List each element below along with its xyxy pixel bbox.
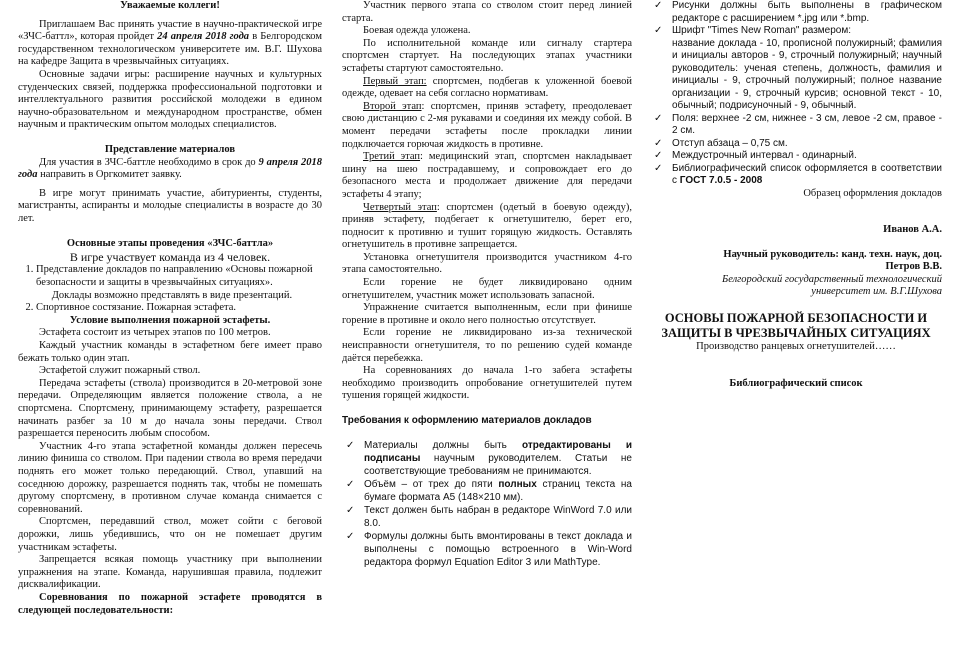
sample-caption: Образец оформления докладов bbox=[803, 187, 942, 199]
greeting-heading: Уважаемые коллеги! bbox=[120, 0, 220, 11]
sample-supervisor-name: Петров В.В. bbox=[885, 261, 942, 273]
condition-text: Спортсмен, передавший ствол, может сойти с беговой дорожки, лишь убедившись, что он не помешает другим участникам эстафеты. bbox=[18, 516, 322, 553]
relay-rule: Упражнение считается выполненным, если при финише горение в противне и около него полностью отсутствует. bbox=[342, 302, 632, 326]
sample-organization: Белгородский государственный технологический университет им. В.Г.Шухова bbox=[722, 273, 942, 298]
deadline-date: 9 апреля 2018 года bbox=[18, 156, 322, 181]
stages-list bbox=[18, 264, 322, 314]
stage-third: Третий этап: медицинский этап, спортсмен накладывает шину на шею пострадавшему, и сопровождает его до безопасного места и продолжает движение для передачи эстафеты 4 этапу; bbox=[342, 151, 632, 200]
stage-first: Первый этап: спортсмен, подбегав к уложенной боевой одежде, одевает на себя согласно нормативам. bbox=[342, 75, 632, 100]
check-icon: ✓ bbox=[346, 440, 355, 451]
relay-rule: Установка огнетушителя производится участником 4-го этапа самостоятельно. bbox=[342, 251, 632, 276]
condition-text: Участник 4-го этапа эстафетной команды должен пересечь линию финиша со стволом. При падении ствола во время передачи поднять его может только передающий. Ствол, упавший на соседнюю дорожку, разрешается поднять так, чтобы не помешать другому спортсмену, в противном случае команда снимается с соревнований. bbox=[18, 440, 322, 515]
check-icon: ✓ bbox=[654, 137, 663, 149]
stage-note: Доклады возможно представлять в виде презентаций. bbox=[51, 289, 293, 301]
condition-text: Эстафета состоит из четырех этапов по 100 метров. bbox=[39, 327, 271, 339]
requirements-list bbox=[342, 439, 632, 569]
sample-supervisor: Научный руководитель: канд. техн. наук, доц. bbox=[723, 248, 942, 260]
event-date: 24 апреля 2018 года bbox=[157, 31, 250, 43]
check-icon: ✓ bbox=[654, 162, 663, 174]
stage-item-reports: 1. Представление докладов по направлению «Основы пожарной безопасности и защиты в чрезвычайных ситуациях». Доклады возможно представлять в виде презентаций. bbox=[36, 264, 322, 302]
stage-second: Второй этап: спортсмен, приняв эстафету, преодолевает свою дистанцию с 2-мя рукавами и соединяя их между собой. В момент передачи эстафеты после прокладки линии подключается горючая жидкость в противне. bbox=[342, 100, 632, 150]
sample-author: Иванов А.А. bbox=[883, 224, 942, 236]
requirement-item: ✓ Объём – от трех до пяти полных страниц текста на бумаге формата А5 (148×210 мм). bbox=[346, 479, 632, 503]
requirement-item: ✓ Поля: верхнее -2 см, нижнее - 3 см, левое -2 см, правое - 2 см. bbox=[654, 112, 942, 136]
relay-rule: Если горение не будет ликвидировано одним огнетушителем, участник может использовать запасной. bbox=[342, 277, 632, 301]
check-icon: ✓ bbox=[654, 112, 663, 124]
relay-rule: На соревнованиях до начала 1-го забега эстафеты необходимо производить опробование огнетушителей путем тушения горящей жидкости. bbox=[342, 365, 632, 402]
requirement-item: ✓ Библиографический список оформляется в соответствии с ГОСТ 7.0.5 - 2008 bbox=[654, 162, 942, 186]
check-icon: ✓ bbox=[346, 479, 355, 490]
column-left bbox=[18, 0, 322, 672]
requirements-heading: Требования к оформлению материалов докладов bbox=[342, 415, 592, 426]
requirement-item: ✓ Междустрочный интервал - одинарный. bbox=[654, 150, 857, 161]
materials-heading: Представление материалов bbox=[104, 143, 236, 155]
relay-step: Участник первого этапа со стволом стоит перед линией старта. bbox=[342, 0, 632, 24]
stage-item-relay: 2. Спортивное состязание. Пожарная эстафета. bbox=[36, 302, 322, 315]
requirement-item: ✓ Шрифт "Times New Roman" размером: название доклада - 10, прописной полужирный; фамилия и инициалы авторов - 9, строчный полужирный; научный руководитель: ученая степень, должность, фамилия и инициалы - 9, строчный полужирный; полное название организации - 9, строчный курсив; основной текст - 10, обычный; подрисуночный - 9, обычный. bbox=[654, 25, 942, 111]
sample-paper-subtitle: Производство ранцевых огнетушителей…… bbox=[696, 341, 896, 353]
stages-heading: Основные этапы проведения «ЗЧС-баттла» bbox=[66, 237, 274, 249]
relay-step: Боевая одежда уложена. bbox=[363, 25, 471, 37]
conditions-heading: Условие выполнения пожарной эстафеты. bbox=[69, 314, 271, 326]
requirement-item: ✓ Текст должен быть набран в редакторе WinWord 7.0 или 8.0. bbox=[346, 505, 632, 529]
check-icon: ✓ bbox=[654, 25, 663, 36]
requirement-item: ✓ Формулы должны быть вмонтированы в текст доклада и выполнены с помощью встроенного в Win-Word редактора формул Equation Editor 3 или MathType. bbox=[346, 531, 632, 568]
requirement-item: ✓ Отступ абзаца – 0,75 см. bbox=[654, 137, 788, 149]
team-size-text: В игре участвует команда из 4 человек. bbox=[69, 250, 271, 265]
relay-step: По исполнительной команде или сигналу стартера спортсмен стартует. На последующих этапах участники эстафеты стартуют самостоятельно. bbox=[342, 37, 632, 74]
sample-paper-title: ОСНОВЫ ПОЖАРНОЙ БЕЗОПАСНОСТИ И ЗАЩИТЫ В ЧРЕЗВЫЧАЙНЫХ СИТУАЦИЯХ bbox=[661, 311, 931, 341]
sequence-heading: Соревнования по пожарной эстафете проводятся в следующей последовательности: bbox=[18, 591, 322, 616]
check-icon: ✓ bbox=[654, 0, 663, 11]
condition-text: Эстафетой служит пожарный ствол. bbox=[39, 365, 201, 377]
bibliography-heading: Библиографический список bbox=[729, 377, 863, 389]
condition-text: Передача эстафеты (ствола) производится в 20-метровой зоне передачи. Определяющим является положение ствола, а не спортсмена. Спортсмену, принимающему эстафету, разрешается начинать разбег за 10 м до начала зоны передачи. Ствол разрешается переносить любым способом. bbox=[18, 377, 322, 440]
requirement-item: ✓ Материалы должны быть отредактированы и подписаны научным руководителем. Статьи не соответствующие требованиям не принимаются. bbox=[346, 440, 632, 477]
check-icon: ✓ bbox=[346, 505, 355, 516]
participants-paragraph: В игре могут принимать участие, абитуриенты, студенты, магистранты, аспиранты и молодые специалисты в возрасте до 30 лет. bbox=[18, 187, 322, 224]
column-right bbox=[650, 0, 942, 672]
stage-fourth: Четвертый этап: спортсмен (одетый в боевую одежду), приняв эстафету, подбегает к огнетушителю, берет его, подносит к противню и тушит горящую жидкость. Оставлять огнетушитель в противне запрещается. bbox=[342, 201, 632, 251]
relay-rule: Если горение не ликвидировано из-за технической неисправности огнетушителя, то по решению судей команде даётся перебежка. bbox=[342, 327, 632, 364]
deadline-paragraph: Для участия в ЗЧС-баттле необходимо в срок до 9 апреля 2018 года направить в Оргкомитет заявку. bbox=[18, 156, 322, 181]
condition-text: Каждый участник команды в эстафетном беге имеет право бежать только один этап. bbox=[18, 340, 322, 364]
goals-paragraph: Основные задачи игры: расширение научных и культурных студенческих связей, поддержка профессиональной подготовки и интеллектуального развития российской молодежи в едином научно-образовательном и международном пространстве, обмен научным и практическим опытом молодых специалистов. bbox=[18, 68, 322, 131]
check-icon: ✓ bbox=[654, 150, 663, 161]
column-middle bbox=[342, 0, 632, 672]
check-icon: ✓ bbox=[346, 531, 355, 542]
invitation-paragraph: Приглашаем Вас принять участие в научно-практической игре «ЗЧС-баттл», которая пройдет 24 апреля 2018 года в Белгородском государственном технологическом университете им. В.Г. Шухова на кафедре Защита в чрезвычайных ситуациях. bbox=[18, 18, 322, 68]
requirement-item: ✓ Рисунки должны быть выполнены в графическом редакторе с расширением *.jpg или *.bmp. bbox=[654, 0, 942, 24]
condition-text: Запрещается всякая помощь участнику при выполнении упражнения на этапе. Команда, нарушившая правила, подлежит дисквалификации. bbox=[18, 554, 322, 591]
requirements-list-continued bbox=[650, 0, 942, 188]
